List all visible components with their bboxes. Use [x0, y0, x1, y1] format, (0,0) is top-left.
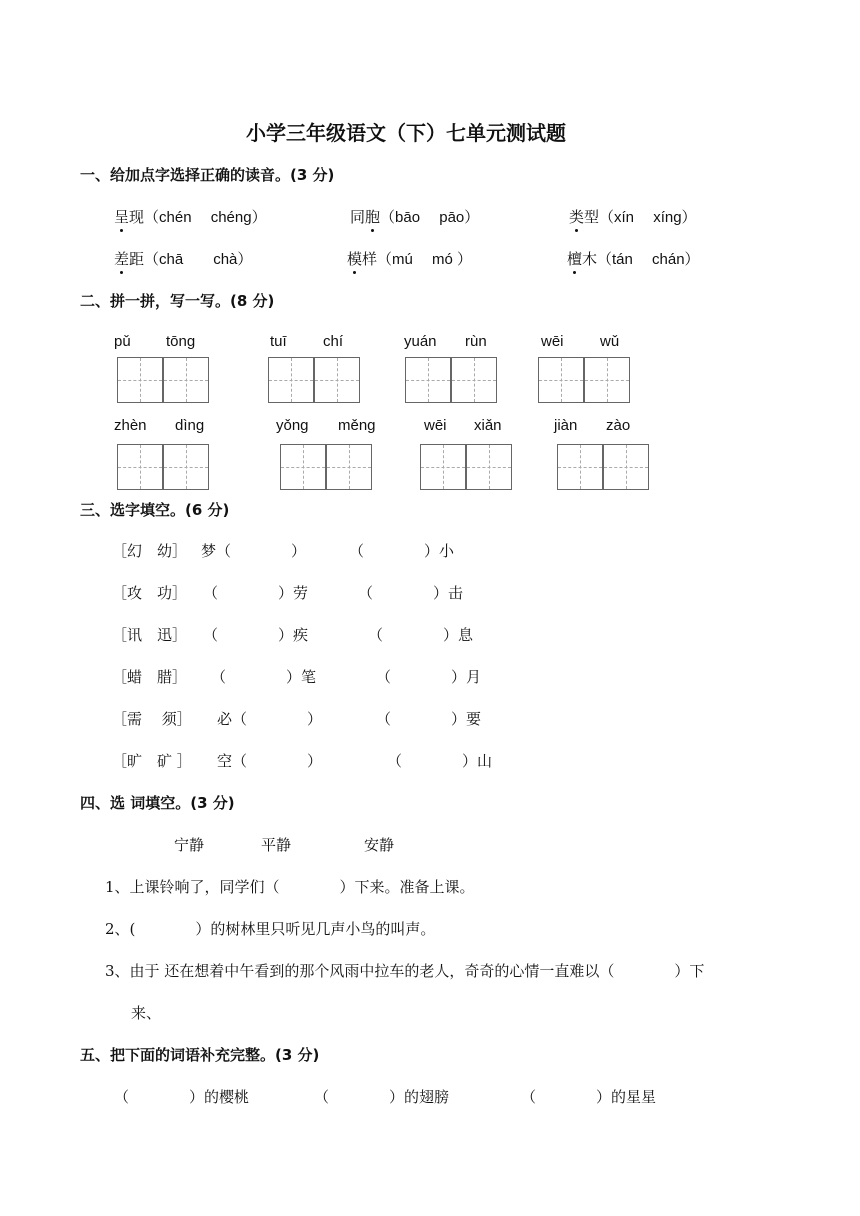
- writing-box[interactable]: [405, 357, 451, 403]
- pinyin-label: pǔ: [114, 333, 131, 350]
- pinyin-label: zào: [606, 417, 631, 434]
- s1-item: 模样（mú mó ）: [347, 250, 473, 268]
- dotted-char: 呈: [114, 208, 130, 226]
- fill-blank-b: （ ）息: [368, 626, 474, 644]
- pinyin-label: tuī: [270, 333, 287, 350]
- pinyin-label: rùn: [465, 333, 487, 350]
- writing-box[interactable]: [163, 357, 209, 403]
- writing-box[interactable]: [557, 444, 603, 490]
- s1-item: 类型（xín xíng）: [569, 208, 697, 226]
- writing-box[interactable]: [584, 357, 630, 403]
- fill-blank-a: 梦（ ）: [201, 542, 307, 560]
- pinyin-label: wēi: [541, 333, 564, 350]
- phrase-blank: （ ）的樱桃: [114, 1088, 250, 1106]
- choice-options: ［攻 功］: [112, 584, 188, 602]
- writing-box[interactable]: [117, 357, 163, 403]
- choice-options: ［需 须］: [112, 710, 192, 728]
- phrase-blank: （ ）的星星: [521, 1088, 657, 1106]
- section-1-heading: 一、给加点字选择正确的读音。(3 分): [80, 166, 335, 184]
- s1-item: 呈现（chén chéng）: [114, 208, 267, 226]
- phrase-blank: （ ）的翅膀: [314, 1088, 450, 1106]
- writing-box[interactable]: [117, 444, 163, 490]
- word-choice: 安静: [364, 836, 395, 854]
- choice-options: ［旷 矿 ］: [112, 752, 192, 770]
- question-2: 2、( ）的树林里只听见几声小鸟的叫声。: [105, 920, 436, 938]
- dotted-char: 类: [569, 208, 585, 226]
- writing-box[interactable]: [163, 444, 209, 490]
- section-2-heading: 二、拼一拼，写一写。(8 分): [80, 292, 275, 310]
- section-5-heading: 五、把下面的词语补充完整。(3 分): [80, 1046, 320, 1064]
- choice-options: ［讯 迅］: [112, 626, 188, 644]
- choice-options: ［幻 幼］: [112, 542, 188, 560]
- writing-box[interactable]: [420, 444, 466, 490]
- pinyin-label: tōng: [166, 333, 196, 350]
- choice-options: ［蜡 腊］: [112, 668, 188, 686]
- fill-blank-a: 空（ ）: [217, 752, 323, 770]
- dotted-char: 檀: [567, 250, 583, 268]
- s1-item: 同胞（bāo pāo）: [350, 208, 480, 226]
- pinyin-label: měng: [338, 417, 376, 434]
- pinyin-label: zhèn: [114, 417, 147, 434]
- writing-box[interactable]: [466, 444, 512, 490]
- fill-blank-a: （ ）疾: [203, 626, 309, 644]
- s1-item: 檀木（tán chán）: [567, 250, 700, 268]
- s1-item: 差距（chā chà）: [114, 250, 253, 268]
- fill-blank-b: （ ）击: [358, 584, 464, 602]
- fill-blank-b: （ ）月: [376, 668, 482, 686]
- fill-blank-b: （ ）小: [349, 542, 455, 560]
- pinyin-label: xiǎn: [474, 417, 502, 434]
- pinyin-label: yuán: [404, 333, 437, 350]
- fill-blank-a: 必（ ）: [217, 710, 323, 728]
- writing-box[interactable]: [268, 357, 314, 403]
- pinyin-label: dìng: [175, 417, 205, 434]
- writing-box[interactable]: [314, 357, 360, 403]
- word-choice: 宁静: [174, 836, 205, 854]
- question-3: 3、由于 还在想着中午看到的那个风雨中拉车的老人，奇奇的心情一直难以（ ）下: [105, 962, 705, 980]
- section-4-heading: 四、选 词填空。(3 分): [80, 794, 235, 812]
- question-1: 1、上课铃响了，同学们（ ）下来。准备上课。: [105, 878, 475, 896]
- fill-blank-b: （ ）山: [387, 752, 493, 770]
- fill-blank-a: （ ）笔: [211, 668, 317, 686]
- section-3-heading: 三、选字填空。(6 分): [80, 501, 230, 519]
- pinyin-label: wēi: [424, 417, 447, 434]
- pinyin-label: yǒng: [276, 417, 309, 434]
- writing-box[interactable]: [603, 444, 649, 490]
- dotted-char: 胞: [365, 208, 381, 226]
- word-choice: 平静: [261, 836, 292, 854]
- fill-blank-b: （ ）要: [376, 710, 482, 728]
- writing-box[interactable]: [451, 357, 497, 403]
- pinyin-label: jiàn: [554, 417, 578, 434]
- pinyin-label: chí: [323, 333, 344, 350]
- dotted-char: 差: [114, 250, 130, 268]
- pinyin-label: wǔ: [600, 333, 620, 350]
- page-title: 小学三年级语文（下）七单元测试题: [246, 121, 566, 145]
- writing-box[interactable]: [538, 357, 584, 403]
- writing-box[interactable]: [280, 444, 326, 490]
- writing-box[interactable]: [326, 444, 372, 490]
- fill-blank-a: （ ）劳: [203, 584, 309, 602]
- question-3-continued: 来、: [131, 1004, 162, 1022]
- dotted-char: 模: [347, 250, 363, 268]
